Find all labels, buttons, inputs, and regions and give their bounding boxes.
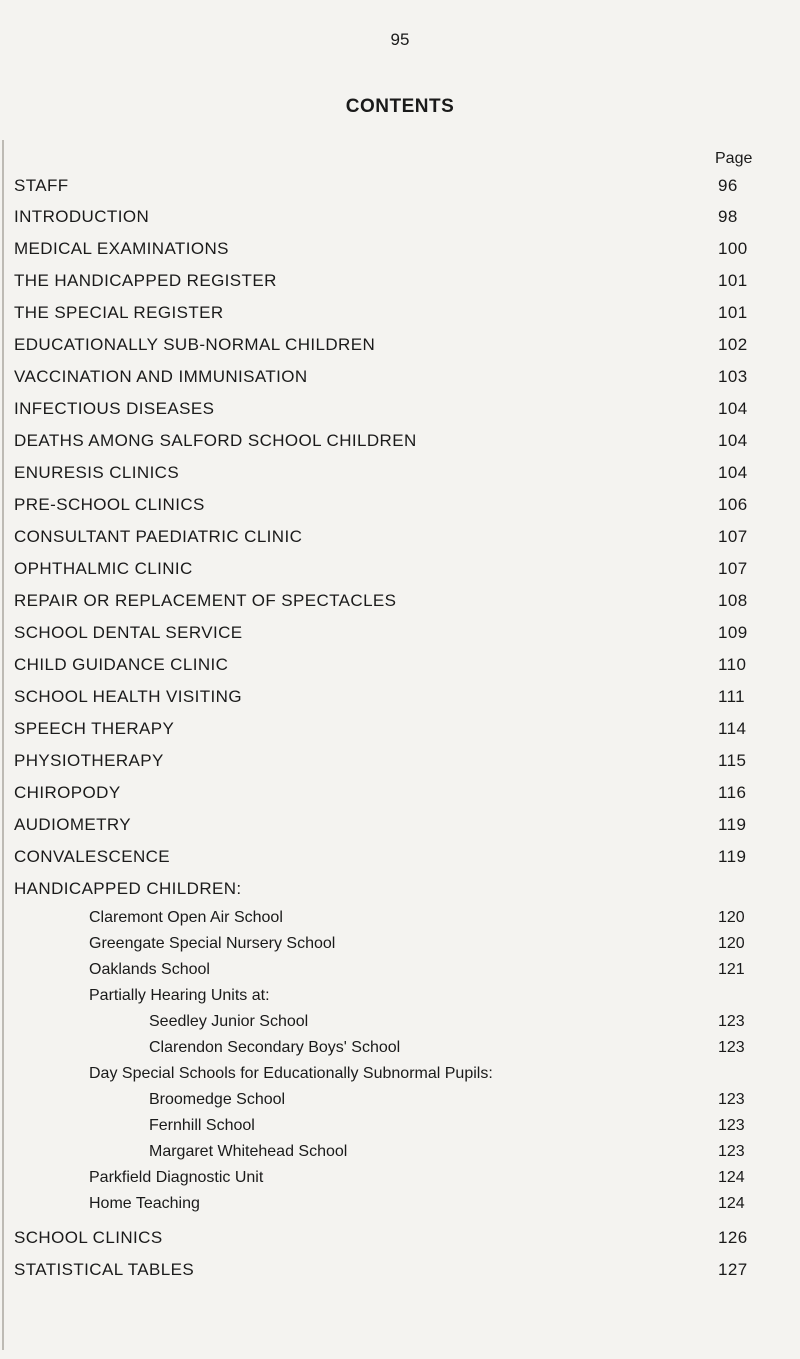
page-column-header: Page [715, 150, 753, 167]
toc-entry [0, 559, 800, 589]
toc-entry [0, 655, 800, 685]
toc-entry-page: 106 [718, 495, 748, 514]
toc-entry [0, 463, 800, 493]
toc-entry-title: SCHOOL CLINICS [14, 1228, 163, 1247]
toc-entry [0, 303, 800, 333]
toc-entry [0, 207, 800, 237]
toc-entry-page: 101 [718, 271, 748, 290]
toc-entry-page: 98 [718, 207, 738, 226]
toc-entry-title: THE SPECIAL REGISTER [14, 303, 224, 322]
toc-entry-page: 96 [718, 176, 738, 195]
toc-entry [0, 1195, 800, 1225]
toc-entry [0, 879, 800, 909]
toc-entry-title: Partially Hearing Units at: [89, 987, 270, 1004]
toc-entry-page: 123 [718, 1091, 745, 1108]
toc-entry-page: 123 [718, 1143, 745, 1160]
toc-entry-page: 100 [718, 239, 748, 258]
toc-entry-title: SCHOOL HEALTH VISITING [14, 687, 242, 706]
toc-entry-title: EDUCATIONALLY SUB-NORMAL CHILDREN [14, 335, 376, 354]
page-number: 95 [390, 30, 410, 49]
toc-entry-title: STAFF [14, 176, 69, 195]
toc-entry-title: Clarendon Secondary Boys' School [149, 1039, 401, 1056]
toc-entry-page: 123 [718, 1039, 745, 1056]
toc-entry-title: INFECTIOUS DISEASES [14, 399, 215, 418]
toc-entry-title: OPHTHALMIC CLINIC [14, 559, 193, 578]
toc-entry-title: STATISTICAL TABLES [14, 1260, 195, 1279]
toc-entry-title: MEDICAL EXAMINATIONS [14, 239, 229, 258]
toc-entry-page: 109 [718, 623, 748, 642]
toc-entry-page: 127 [718, 1260, 748, 1279]
toc-entry [0, 527, 800, 557]
toc-entry-title: CONSULTANT PAEDIATRIC CLINIC [14, 527, 303, 546]
toc-entry [0, 431, 800, 461]
toc-entry [0, 591, 800, 621]
toc-entry [0, 239, 800, 269]
toc-entry-page: 107 [718, 559, 748, 578]
toc-entry-page: 123 [718, 1013, 745, 1030]
toc-entry-title: DEATHS AMONG SALFORD SCHOOL CHILDREN [14, 431, 417, 450]
toc-entry-title: Oaklands School [89, 961, 210, 978]
toc-entry-title: INTRODUCTION [14, 207, 150, 226]
toc-entry [0, 815, 800, 845]
toc-entry-title: AUDIOMETRY [14, 815, 132, 834]
toc-entry [0, 399, 800, 429]
toc-entry [0, 176, 800, 206]
toc-entry [0, 847, 800, 877]
toc-entry-title: THE HANDICAPPED REGISTER [14, 271, 277, 290]
page-title: CONTENTS [345, 96, 455, 117]
toc-entry-title: REPAIR OR REPLACEMENT OF SPECTACLES [14, 591, 397, 610]
toc-entry-page: 121 [718, 961, 745, 978]
toc-entry-title: SPEECH THERAPY [14, 719, 175, 738]
toc-entry-title: PHYSIOTHERAPY [14, 751, 164, 770]
toc-entry-title: SCHOOL DENTAL SERVICE [14, 623, 243, 642]
toc-entry-title: HANDICAPPED CHILDREN: [14, 879, 242, 898]
toc-entry-page: 124 [718, 1195, 745, 1212]
toc-entry-page: 110 [718, 655, 747, 674]
toc-entry-page: 119 [718, 815, 747, 834]
toc-entry-page: 111 [718, 687, 746, 706]
toc-entry-title: Seedley Junior School [149, 1013, 309, 1030]
toc-entry [0, 1228, 800, 1258]
toc-entry-title: PRE-SCHOOL CLINICS [14, 495, 205, 514]
toc-entry [0, 719, 800, 749]
toc-entry [0, 751, 800, 781]
toc-entry-page: 104 [718, 399, 748, 418]
toc-entry-page: 103 [718, 367, 748, 386]
toc-entry-page: 124 [718, 1169, 745, 1186]
toc-entry-title: CHILD GUIDANCE CLINIC [14, 655, 229, 674]
toc-entry-title: Day Special Schools for Educationally Subnormal Pupils: [89, 1065, 493, 1082]
toc-entry-title: ENURESIS CLINICS [14, 463, 180, 482]
toc-entry [0, 623, 800, 653]
toc-entry-title: Broomedge School [149, 1091, 286, 1108]
toc-entry-page: 115 [718, 751, 747, 770]
toc-entry [0, 783, 800, 813]
toc-entry-page: 120 [718, 935, 745, 952]
toc-entry-title: Greengate Special Nursery School [89, 935, 336, 952]
toc-entry-page: 102 [718, 335, 748, 354]
toc-entry-page: 123 [718, 1117, 745, 1134]
toc-entry-title: CHIROPODY [14, 783, 121, 802]
toc-entry-title: Parkfield Diagnostic Unit [89, 1169, 264, 1186]
toc-entry-page: 119 [718, 847, 747, 866]
toc-entry-page: 126 [718, 1228, 748, 1247]
toc-entry-page: 107 [718, 527, 748, 546]
toc-entry-page: 104 [718, 463, 748, 482]
toc-entry-page: 108 [718, 591, 748, 610]
toc-entry-page: 116 [718, 783, 747, 802]
toc-entry [0, 271, 800, 301]
toc-entry-page: 114 [718, 719, 747, 738]
toc-entry [0, 335, 800, 365]
toc-entry-title: Claremont Open Air School [89, 909, 283, 926]
toc-entry-title: Fernhill School [149, 1117, 255, 1134]
toc-entry-page: 120 [718, 909, 745, 926]
toc-entry-title: Home Teaching [89, 1195, 200, 1212]
toc-entry-title: VACCINATION AND IMMUNISATION [14, 367, 308, 386]
toc-entry [0, 495, 800, 525]
toc-entry [0, 687, 800, 717]
toc-entry [0, 367, 800, 397]
toc-entry-page: 104 [718, 431, 748, 450]
toc-entry-page: 101 [718, 303, 748, 322]
toc-entry-title: CONVALESCENCE [14, 847, 171, 866]
toc-entry [0, 1260, 800, 1290]
toc-entry-title: Margaret Whitehead School [149, 1143, 348, 1160]
